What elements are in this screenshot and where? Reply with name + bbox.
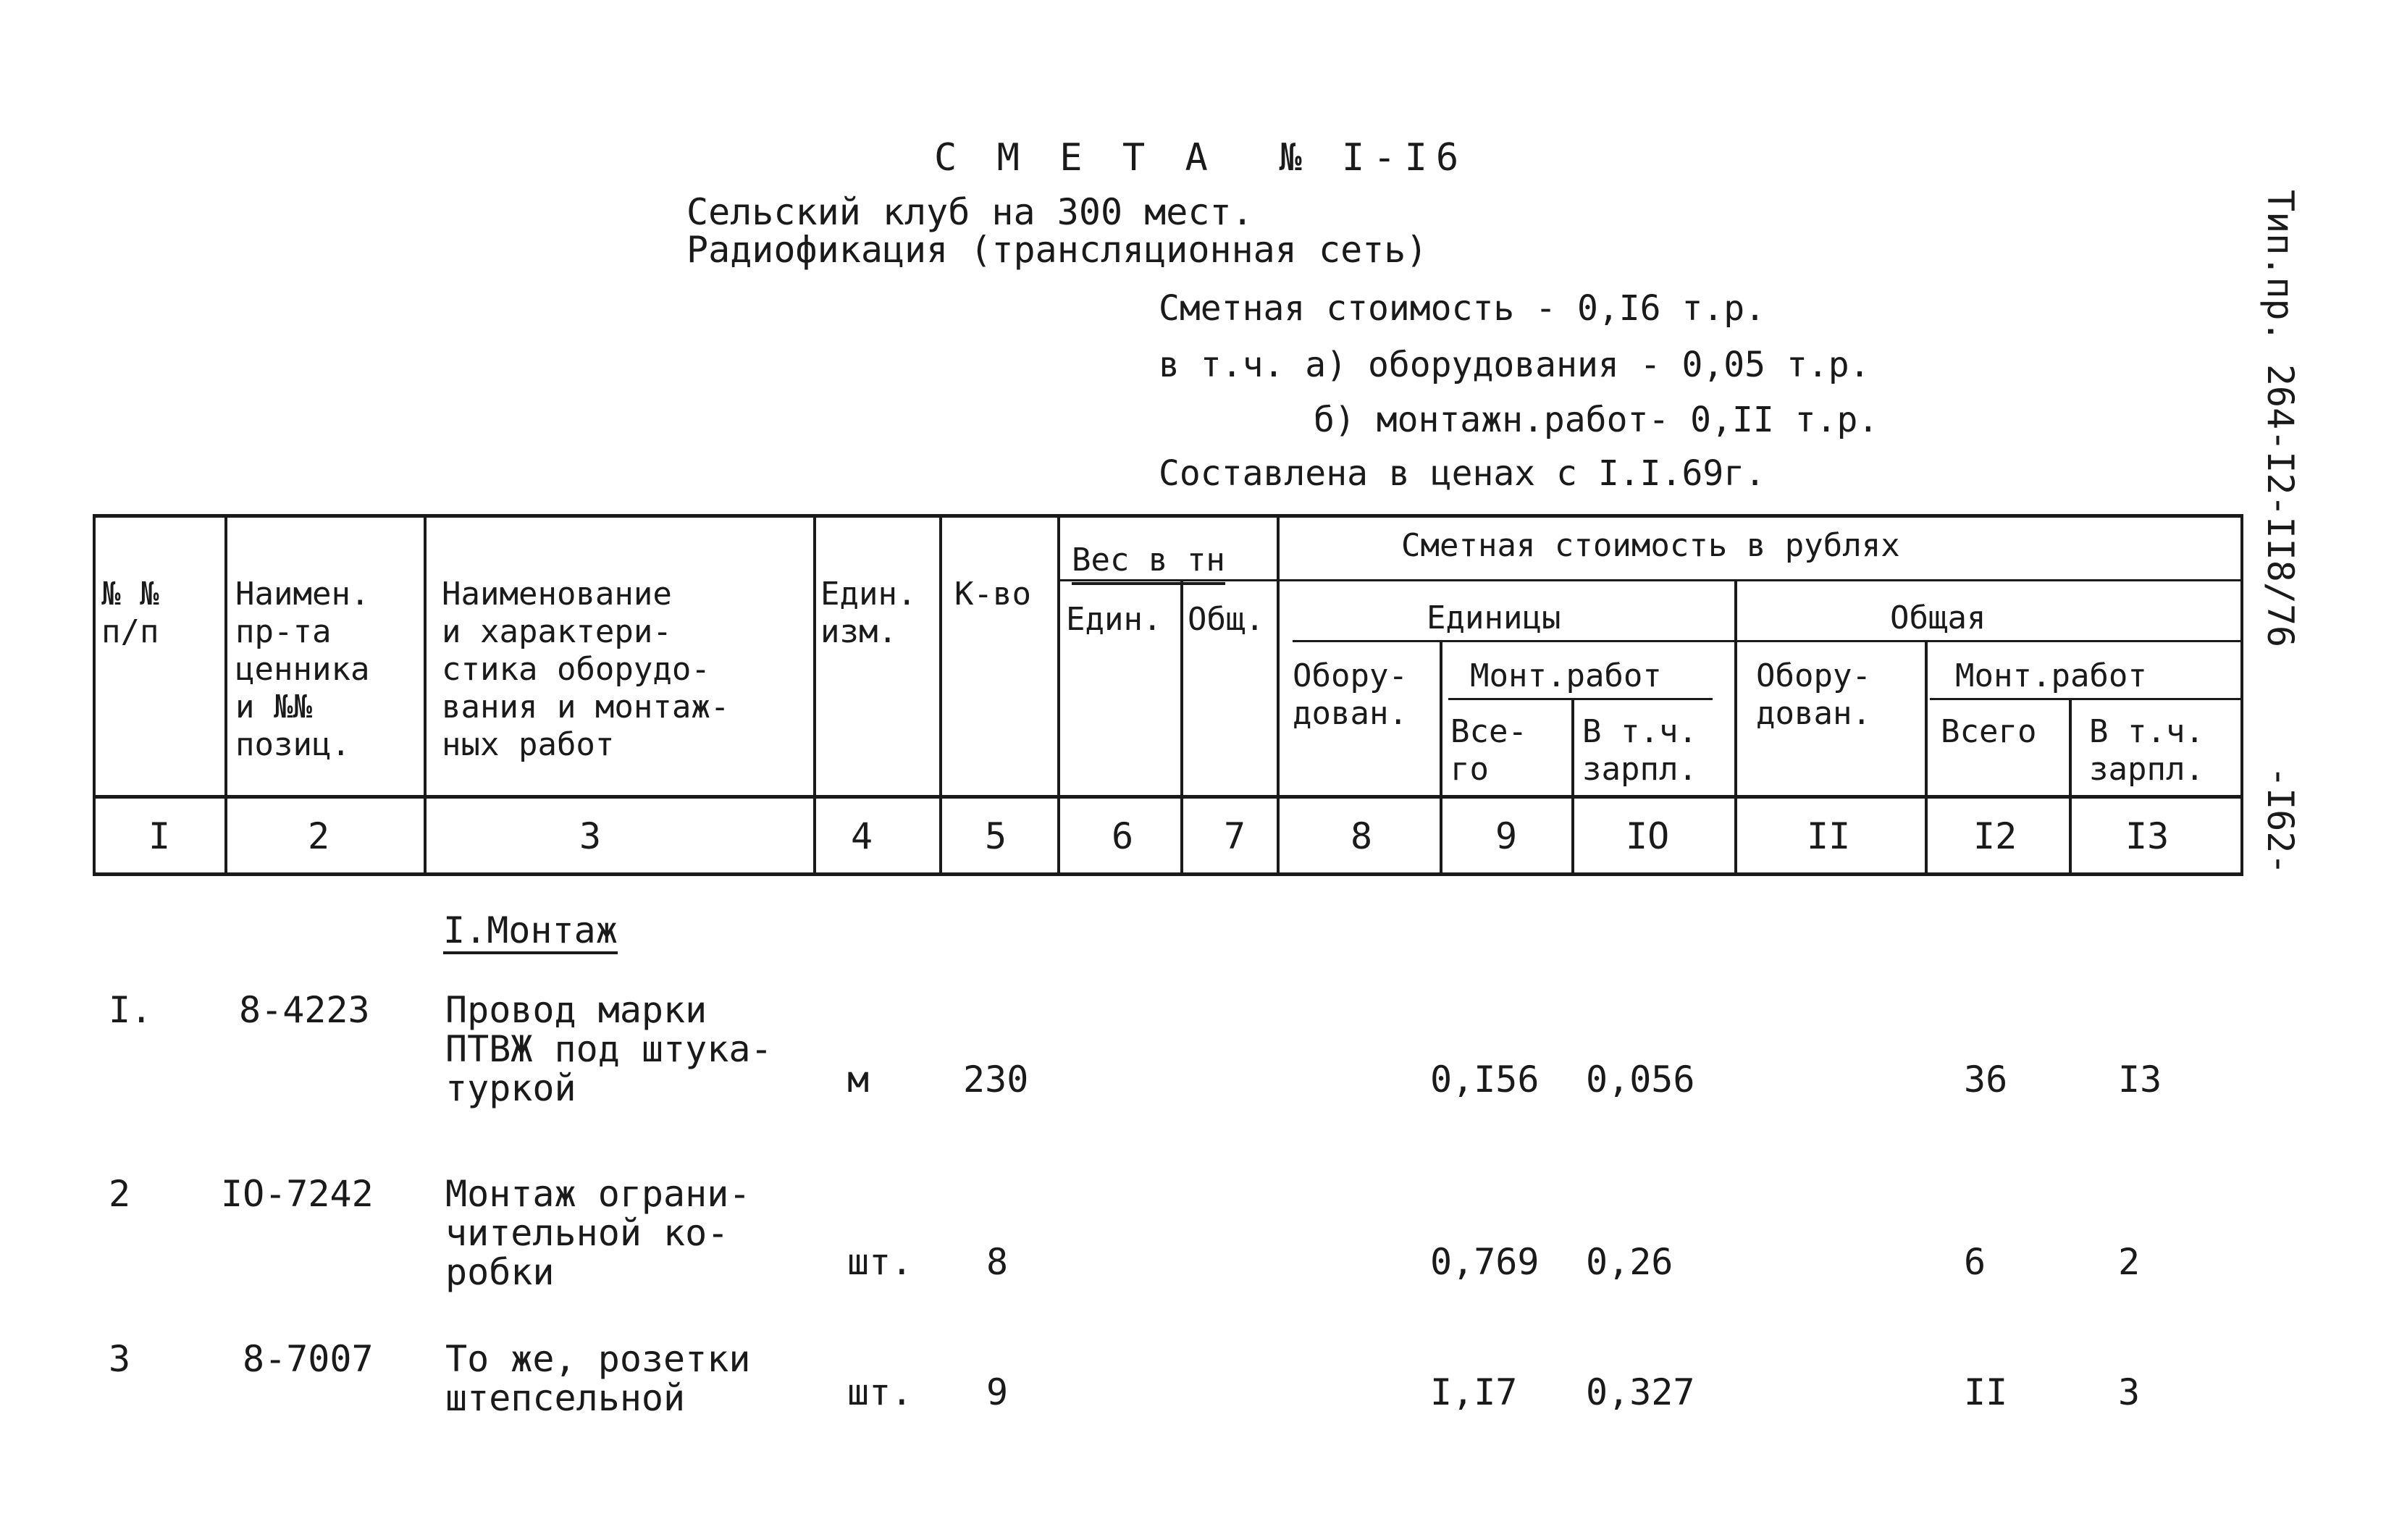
- header-total-cost: Общая: [1890, 599, 1986, 636]
- group-header-line: [1293, 640, 2243, 642]
- column-divider: [1571, 698, 1574, 876]
- column-number: 2: [308, 815, 330, 857]
- column-divider: [1057, 514, 1060, 876]
- header-price-list-item: Наимен. пр-та ценника и №№ позиц.: [235, 576, 370, 763]
- column-divider: [813, 514, 816, 876]
- table-top-border: [93, 514, 2243, 518]
- row-price-code: IO-7242: [221, 1173, 374, 1215]
- header-unit-installation: Монт.работ: [1470, 657, 1662, 694]
- row-price-code: 8-7007: [243, 1338, 374, 1380]
- page-number: -I62-: [2259, 766, 2301, 875]
- row-price-code: 8-4223: [239, 989, 370, 1031]
- document-title: С М Е Т А № I-I6: [934, 136, 1468, 180]
- section-title: I.Монтаж: [443, 912, 618, 954]
- column-divider: [424, 514, 427, 876]
- table-header-bottom-border: [93, 795, 2243, 799]
- row-description: То же, розетки штепсельной: [445, 1338, 751, 1419]
- row-unit-installation-wage: 0,327: [1586, 1371, 1695, 1413]
- row-unit: шт.: [847, 1371, 913, 1413]
- row-total-installation-wage: I3: [2118, 1059, 2162, 1101]
- prices-basis: Составлена в ценах с I.I.69г.: [1159, 453, 1766, 494]
- header-weight-total: Общ.: [1188, 601, 1264, 638]
- row-total-installation-all: II: [1964, 1371, 2008, 1413]
- header-total-installation-all: Всего: [1941, 713, 2037, 750]
- row-unit-installation-all: 0,769: [1430, 1241, 1540, 1283]
- header-row-number: № № п/п: [101, 576, 159, 650]
- column-number: I: [148, 815, 171, 857]
- header-weight: Вес в тн: [1072, 542, 1225, 585]
- row-quantity: 230: [963, 1059, 1029, 1101]
- column-number: I3: [2125, 815, 2170, 857]
- row-description: Монтаж ограни- чительной ко- робки: [445, 1173, 751, 1293]
- column-divider: [224, 514, 227, 876]
- header-weight-unit: Един.: [1066, 601, 1162, 638]
- row-description: Провод марки ПТВЖ под штука- туркой: [445, 989, 773, 1109]
- row-number: I.: [109, 989, 153, 1031]
- cost-installation: б) монтажн.работ- 0,II т.р.: [1314, 400, 1879, 440]
- column-divider: [2069, 698, 2072, 876]
- row-unit-installation-all: 0,I56: [1430, 1059, 1540, 1101]
- row-unit: шт.: [847, 1241, 913, 1283]
- column-number: 6: [1112, 815, 1134, 857]
- row-total-installation-wage: 2: [2118, 1241, 2141, 1283]
- header-unit-installation-wage: В т.ч. зарпл.: [1582, 713, 1697, 788]
- header-total-equipment: Обору- дован.: [1756, 657, 1871, 732]
- column-number: 9: [1495, 815, 1518, 857]
- column-number: II: [1807, 815, 1851, 857]
- mont-total-underline: [1930, 698, 2243, 700]
- row-quantity: 9: [986, 1371, 1009, 1413]
- column-number: 3: [579, 815, 602, 857]
- header-description: Наименование и характери- стика оборудо- вания и монтаж- ных работ: [442, 576, 730, 763]
- row-total-installation-wage: 3: [2118, 1371, 2141, 1413]
- column-number: 5: [985, 815, 1007, 857]
- column-divider: [1277, 514, 1280, 876]
- column-divider: [1180, 579, 1183, 876]
- row-unit-installation-wage: 0,26: [1586, 1241, 1673, 1283]
- row-unit-installation-wage: 0,056: [1586, 1059, 1695, 1101]
- table-bottom-border: [93, 872, 2243, 876]
- project-code: Тип.пр. 264-I2-II8/76: [2259, 190, 2301, 648]
- estimate-header-line: [1278, 579, 2243, 581]
- cost-equipment: в т.ч. а) оборудования - 0,05 т.р.: [1159, 345, 1870, 385]
- column-number: I2: [1973, 815, 2017, 857]
- column-divider: [1925, 640, 1928, 876]
- column-number: 8: [1351, 815, 1373, 857]
- work-subject: Радиофикация (трансляционная сеть): [686, 229, 1428, 271]
- row-number: 2: [109, 1173, 131, 1215]
- row-unit-installation-all: I,I7: [1430, 1371, 1518, 1413]
- row-total-installation-all: 6: [1964, 1241, 1986, 1283]
- header-unit-installation-all: Все- го: [1450, 713, 1527, 788]
- header-total-installation-wage: В т.ч. зарпл.: [2089, 713, 2204, 788]
- column-divider: [1440, 640, 1442, 876]
- header-estimate: Сметная стоимость в рублях: [1401, 527, 1900, 564]
- column-number: IO: [1626, 815, 1670, 857]
- header-unit: Един. изм.: [820, 576, 917, 650]
- column-divider: [2240, 514, 2243, 876]
- column-number: 4: [851, 815, 873, 857]
- row-total-installation-all: 36: [1964, 1059, 2008, 1101]
- column-divider: [1734, 579, 1737, 876]
- row-quantity: 8: [986, 1241, 1009, 1283]
- row-number: 3: [109, 1338, 131, 1380]
- column-divider: [939, 514, 942, 876]
- column-number: 7: [1224, 815, 1246, 857]
- object-name: Сельский клуб на 300 мест.: [686, 191, 1253, 233]
- mont-unit-underline: [1448, 698, 1713, 700]
- column-divider: [93, 514, 96, 876]
- row-unit: м: [847, 1059, 870, 1101]
- header-unit-equipment: Обору- дован.: [1293, 657, 1408, 732]
- header-total-installation: Монт.работ: [1955, 657, 2147, 694]
- header-quantity: К-во: [954, 576, 1031, 613]
- cost-total: Сметная стоимость - 0,I6 т.р.: [1159, 288, 1766, 329]
- header-unit-cost: Единицы: [1427, 599, 1561, 636]
